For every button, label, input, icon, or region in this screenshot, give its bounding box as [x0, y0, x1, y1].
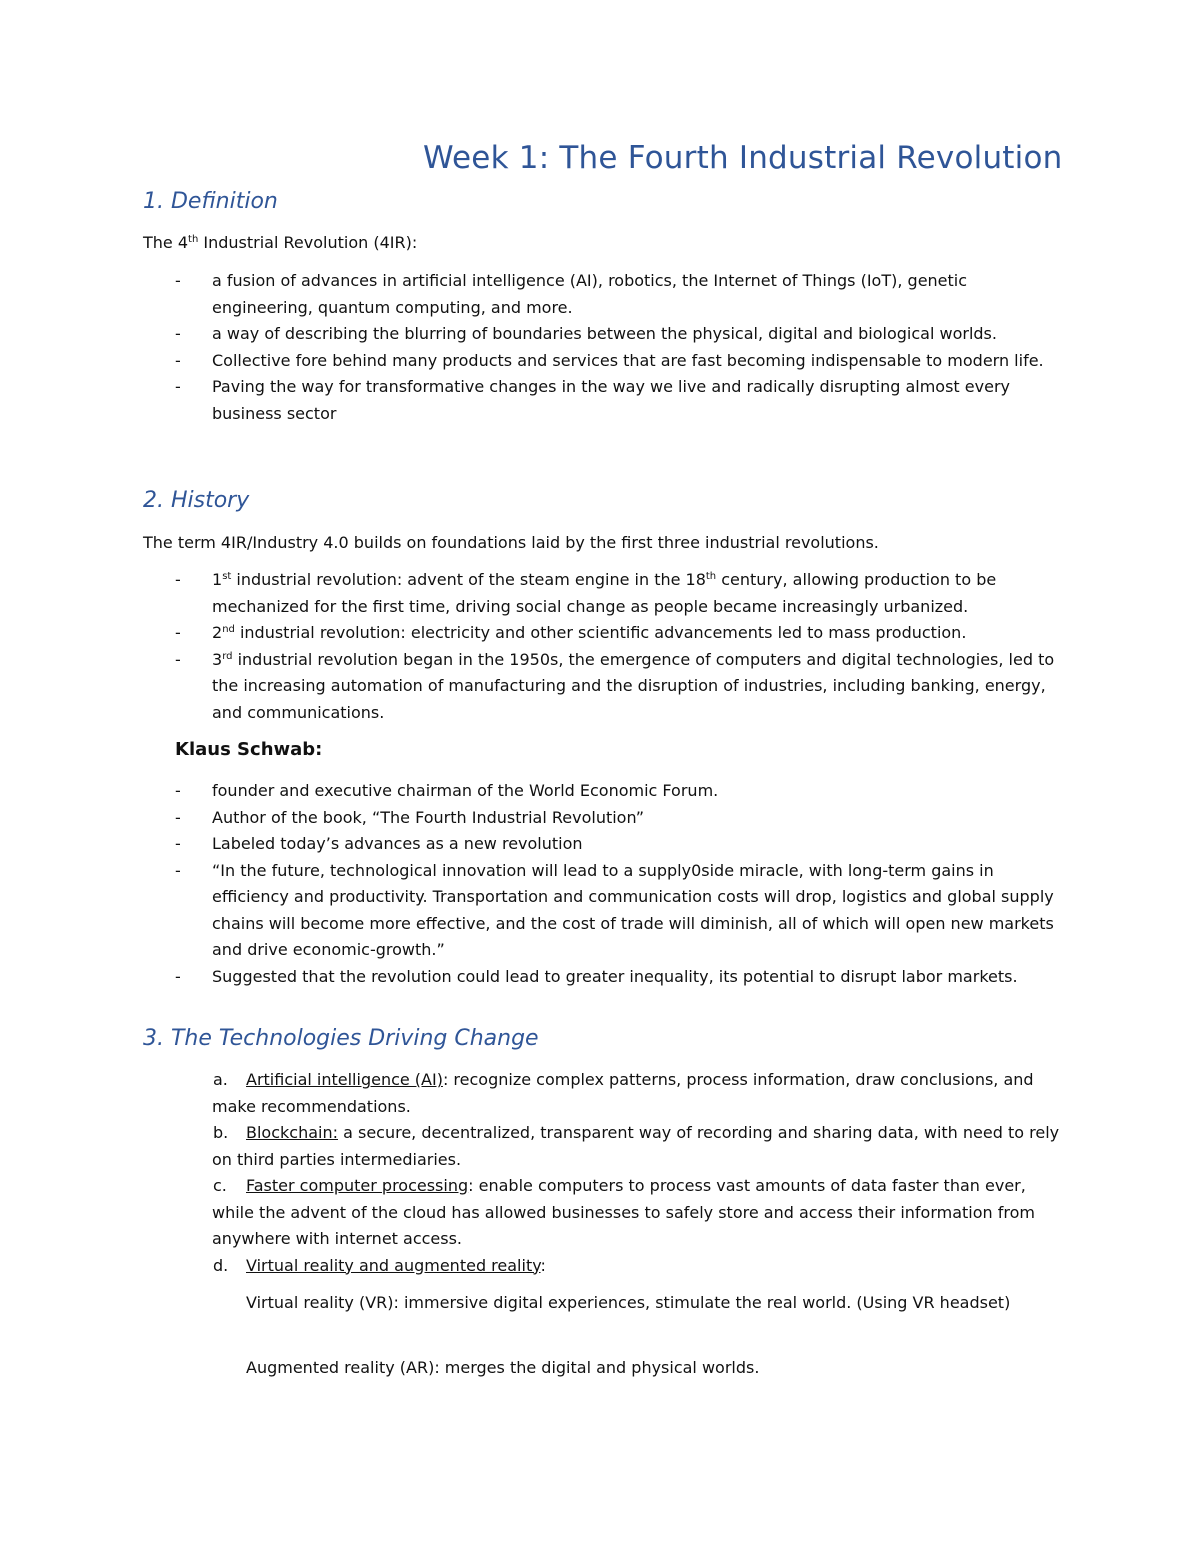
ar-description: Augmented reality (AR): merges the digital and physical worlds. [246, 1358, 760, 1377]
list-item: d. Virtual reality and augmented reality: [213, 1255, 546, 1275]
schwab-list [0, 778, 1200, 990]
section-heading-history: 2. History [143, 488, 250, 513]
list-item: - Paving the way for transformative changes in the way we live and radically disrupting almost every business sector [175, 377, 1010, 423]
list-item: c. Faster computer processing: enable computers to process vast amounts of data faster than ever, while the advent of the cloud has allowed businesses to safely store and access their information from anywhere with internet access. [212, 1176, 1035, 1248]
history-intro: The term 4IR/Industry 4.0 builds on foundations laid by the first three industrial revolutions. [143, 533, 879, 552]
list-item: b. Blockchain: a secure, decentralized, transparent way of recording and sharing data, with need to rely on third parties intermediaries. [212, 1123, 1060, 1169]
list-item: - Suggested that the revolution could lead to greater inequality, its potential to disrupt labor markets. [175, 966, 1018, 986]
list-item: - 3rd industrial revolution began in the 1950s, the emergence of computers and digital technologies, led to the increasing automation of manufacturing and the disruption of industries, including banking, energy, and communications. [175, 649, 1055, 722]
list-item: - 1st industrial revolution: advent of the steam engine in the 18th century, allowing production to be mechanized for the first time, driving social change as people became increasingly urbanized. [175, 570, 997, 616]
list-item: - a way of describing the blurring of boundaries between the physical, digital and biological worlds. [175, 324, 997, 343]
schwab-heading: Klaus Schwab: [175, 739, 323, 760]
technologies-list [0, 1067, 1200, 1279]
list-item: - 2nd industrial revolution: electricity and other scientific advancements led to mass production. [175, 623, 967, 642]
definition-intro: The 4th Industrial Revolution (4IR): [143, 233, 418, 252]
list-item: - Author of the book, “The Fourth Industrial Revolution” [175, 807, 645, 827]
definition-list [0, 268, 1200, 427]
list-item: - “In the future, technological innovation will lead to a supply0side miracle, with long-term gains in efficiency and productivity. Transportation and communication costs will drop, logistics and global supply chains will become more effective, and the cost of trade will diminish, all of which will open new markets and drive economic-growth.” [175, 860, 1054, 959]
page-title: Week 1: The Fourth Industrial Revolution [423, 140, 1063, 176]
section-heading-technologies: 3. The Technologies Driving Change [143, 1026, 539, 1051]
list-item: - Labeled today’s advances as a new revolution [175, 834, 583, 853]
list-item: a. Artificial intelligence (AI): recognize complex patterns, process information, draw conclusions, and make recommendations. [212, 1070, 1034, 1116]
list-item: - founder and executive chairman of the World Economic Forum. [175, 781, 719, 800]
vr-description: Virtual reality (VR): immersive digital experiences, stimulate the real world. (Using VR headset) [246, 1293, 1011, 1312]
list-item: - Collective fore behind many products and services that are fast becoming indispensable to modern life. [175, 350, 1044, 370]
history-list [0, 567, 1200, 726]
list-item: - a fusion of advances in artificial intelligence (AI), robotics, the Internet of Things (IoT), genetic engineering, quantum computing, and more. [175, 271, 968, 317]
section-heading-definition: 1. Definition [143, 189, 278, 214]
